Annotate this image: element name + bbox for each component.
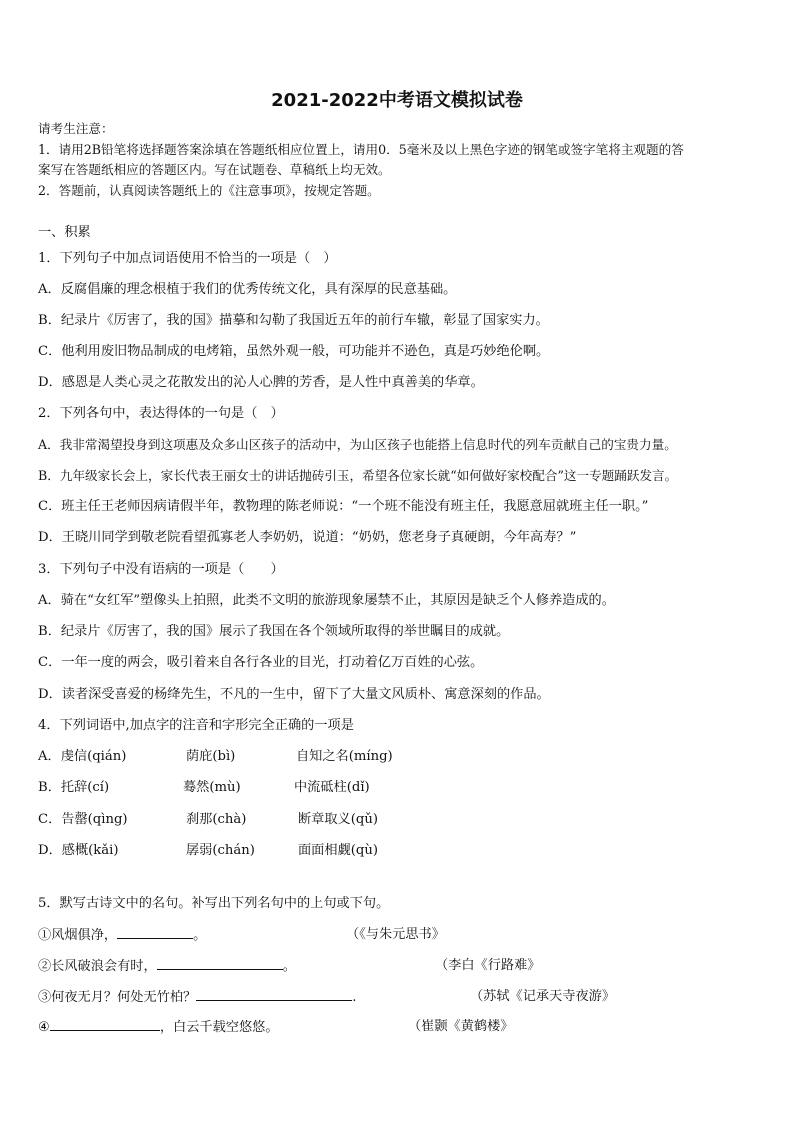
fill-prefix: ②长风破浪会有时，: [38, 959, 157, 974]
q4-word: C．告罄(qìng): [38, 812, 128, 827]
section-heading: 一、积累: [38, 225, 91, 240]
notice-item-1-cont: 案写在答题纸相应的答题区内。写在试题卷、草稿纸上均无效。: [38, 162, 391, 177]
notice-item-2: 2．答题前，认真阅读答题纸上的《注意事项》，按规定答题。: [38, 183, 380, 198]
question-2-option-a: A．我非常渴望投身到这项惠及众多山区孩子的活动中，为山区孩子也能搭上信息时代的列车贡献自己的宝贵力量。: [38, 437, 677, 452]
fill-prefix: ④: [38, 1020, 50, 1035]
fill-suffix: ，白云千载空悠悠。: [159, 1020, 279, 1035]
question-2-stem: 2．下列各句中，表达得体的一句是（ ）: [38, 406, 284, 421]
page-title: 2021-2022中考语文模拟试卷: [271, 90, 523, 111]
q4-word: 断章取义(qǔ): [298, 812, 378, 827]
answer-blank: [196, 988, 352, 1001]
exam-page: 2021-2022中考语文模拟试卷 请考生注意： 1．请用2B铅笔将选择题答案涂填在答题纸相应位置上，请用0．5毫米及以上黑色字迹的钢笔或签字笔将主观题的答 案写在答题纸相应的答题区内。写在试题卷、草稿纸上均无效。 2．答题前，认真阅读答题纸上的《注意事项》，按规定答题。 一、积累 1．下列句子中加点词语使用不恰当的一项是（ ） A．反腐倡廉的理念根植于我们的优秀传统文化，具有深厚的民意基础。 B．纪录片《厉害了，我的国》描摹和勾勒了我国近五年的前行车辙，彰显了国家实力。 C．他利用废旧物品制成的电烤箱，虽然外观一般，可功能并不逊色，真是巧妙绝伦啊。 D．感恩是人类心灵之花散发出的沁人心脾的芳香，是人性中真善美的华章。 2．下列各句中，表达得体的一句是（ ） A．我非常渴望投身到这项惠及众多山区孩子的活动中，为山区孩子也能搭上信息时代的列车贡献自己的宝贵力量。 B．九年级家长会上，家长代表王丽女士的讲话抛砖引玉，希望各位家长就“如何做好家校配合”这一专题踊跃发言。 C．班主任王老师因病请假半年，教物理的陈老师说：“一个班不能没有班主任，我愿意屈就班主任一职。” D．王晓川同学到敬老院看望孤寡老人李奶奶，说道：“奶奶，您老身子真硬朗，今年高寿？” 3．下列句子中没有语病的一项是（ ） A．骑在“女红军”塑像头上拍照，此类不文明的旅游现象屡禁不止，其原因是缺乏个人修养造成的。 B．纪录片《厉害了，我的国》展示了我国在各个领域所取得的举世瞩目的成就。 C．一年一度的两会，吸引着来自各行各业的目光，打动着亿万百姓的心弦。 D．读者深受喜爱的杨绛先生，不凡的一生中，留下了大量文风质朴、寓意深刻的作品。 4．下列词语中,加点字的注音和字形完全正确的一项是 A．虔信(qián) 荫庇(bì) 自知之名(míng) B．托辞(cí) 蓦然(mù) 中流砥柱(dǐ) C．告罄(qìng) 刹那(chà) 断章取义(qǔ) D．感概(kǎi) 孱弱(chán) 面面相觑(qù) 5．默写古诗文中的名句。补写出下列名句中的上句或下句。 ①风烟俱净， 。 （《与朱元思书》 ②长风破浪会有时， 。 （李白《行路难》 ③何夜无月？何处无竹柏？ . （苏轼《记承天寺夜游》 ④ ，白云千载空悠悠。 （崔颢《黄鹤楼》: [0, 0, 794, 1123]
q4-word: 孱弱(chán): [186, 843, 255, 858]
question-1-option-a: A．反腐倡廉的理念根植于我们的优秀传统文化，具有深厚的民意基础。: [38, 282, 457, 297]
q4-word: 刹那(chà): [186, 812, 247, 827]
question-1-option-d: D．感恩是人类心灵之花散发出的沁人心脾的芳香，是人性中真善美的华章。: [38, 375, 484, 390]
question-1-stem: 1．下列句子中加点词语使用不恰当的一项是（ ）: [38, 251, 337, 266]
q4-word: 蓦然(mù): [183, 780, 241, 795]
answer-blank: [50, 1018, 160, 1031]
poem-source: （苏轼《记承天寺夜游》: [470, 989, 616, 1004]
answer-blank: [117, 926, 193, 939]
q4-word: B．托辞(cí): [38, 780, 110, 795]
question-5-stem: 5．默写古诗文中的名句。补写出下列名句中的上句或下句。: [38, 896, 390, 911]
fill-suffix: 。: [193, 928, 207, 943]
question-3-option-b: B．纪录片《厉害了，我的国》展示了我国在各个领域所取得的举世瞩目的成就。: [38, 624, 510, 639]
question-2-option-b: B．九年级家长会上，家长代表王丽女士的讲话抛砖引玉，希望各位家长就“如何做好家校配合”这一专题踊跃发言。: [38, 468, 678, 483]
question-3-option-d: D．读者深受喜爱的杨绛先生，不凡的一生中，留下了大量文风质朴、寓意深刻的作品。: [38, 687, 550, 702]
q4-word: 中流砥柱(dǐ): [294, 780, 370, 795]
answer-blank: [157, 957, 283, 970]
q4-word: 面面相觑(qù): [298, 843, 378, 858]
fill-prefix: ③何夜无月？何处无竹柏？: [38, 990, 197, 1005]
q4-word: 自知之名(míng): [296, 749, 393, 764]
fill-suffix: 。: [282, 959, 296, 974]
q4-word: A．虔信(qián): [38, 749, 127, 764]
question-3-option-a: A．骑在“女红军”塑像头上拍照，此类不文明的旅游现象屡禁不止，其原因是缺乏个人修养造成的。: [38, 593, 615, 608]
question-1-option-b: B．纪录片《厉害了，我的国》描摹和勾勒了我国近五年的前行车辙，彰显了国家实力。: [38, 313, 549, 328]
poem-source: （崔颢《黄鹤楼》: [408, 1019, 514, 1034]
poem-source: （李白《行路难》: [435, 958, 541, 973]
fill-prefix: ①风烟俱净，: [38, 928, 118, 943]
notice-item-1: 1．请用2B铅笔将选择题答案涂填在答题纸相应位置上，请用0．5毫米及以上黑色字迹的钢笔或签字笔将主观题的答: [38, 142, 684, 157]
question-2-option-d: D．王晓川同学到敬老院看望孤寡老人李奶奶，说道：“奶奶，您老身子真硬朗，今年高寿？”: [38, 530, 577, 545]
question-2-option-c: C．班主任王老师因病请假半年，教物理的陈老师说：“一个班不能没有班主任，我愿意屈就班主任一职。”: [38, 499, 649, 514]
q4-word: 荫庇(bì): [186, 749, 236, 764]
poem-source: （《与朱元思书》: [346, 927, 445, 942]
q4-word: D．感概(kǎi): [38, 843, 119, 858]
question-4-stem: 4．下列词语中,加点字的注音和字形完全正确的一项是: [38, 718, 354, 733]
question-3-stem: 3．下列句子中没有语病的一项是（ ）: [38, 562, 284, 577]
question-1-option-c: C．他利用废旧物品制成的电烤箱，虽然外观一般，可功能并不逊色，真是巧妙绝伦啊。: [38, 344, 550, 359]
question-3-option-c: C．一年一度的两会，吸引着来自各行各业的目光，打动着亿万百姓的心弦。: [38, 655, 484, 670]
notice-heading: 请考生注意：: [38, 121, 114, 136]
